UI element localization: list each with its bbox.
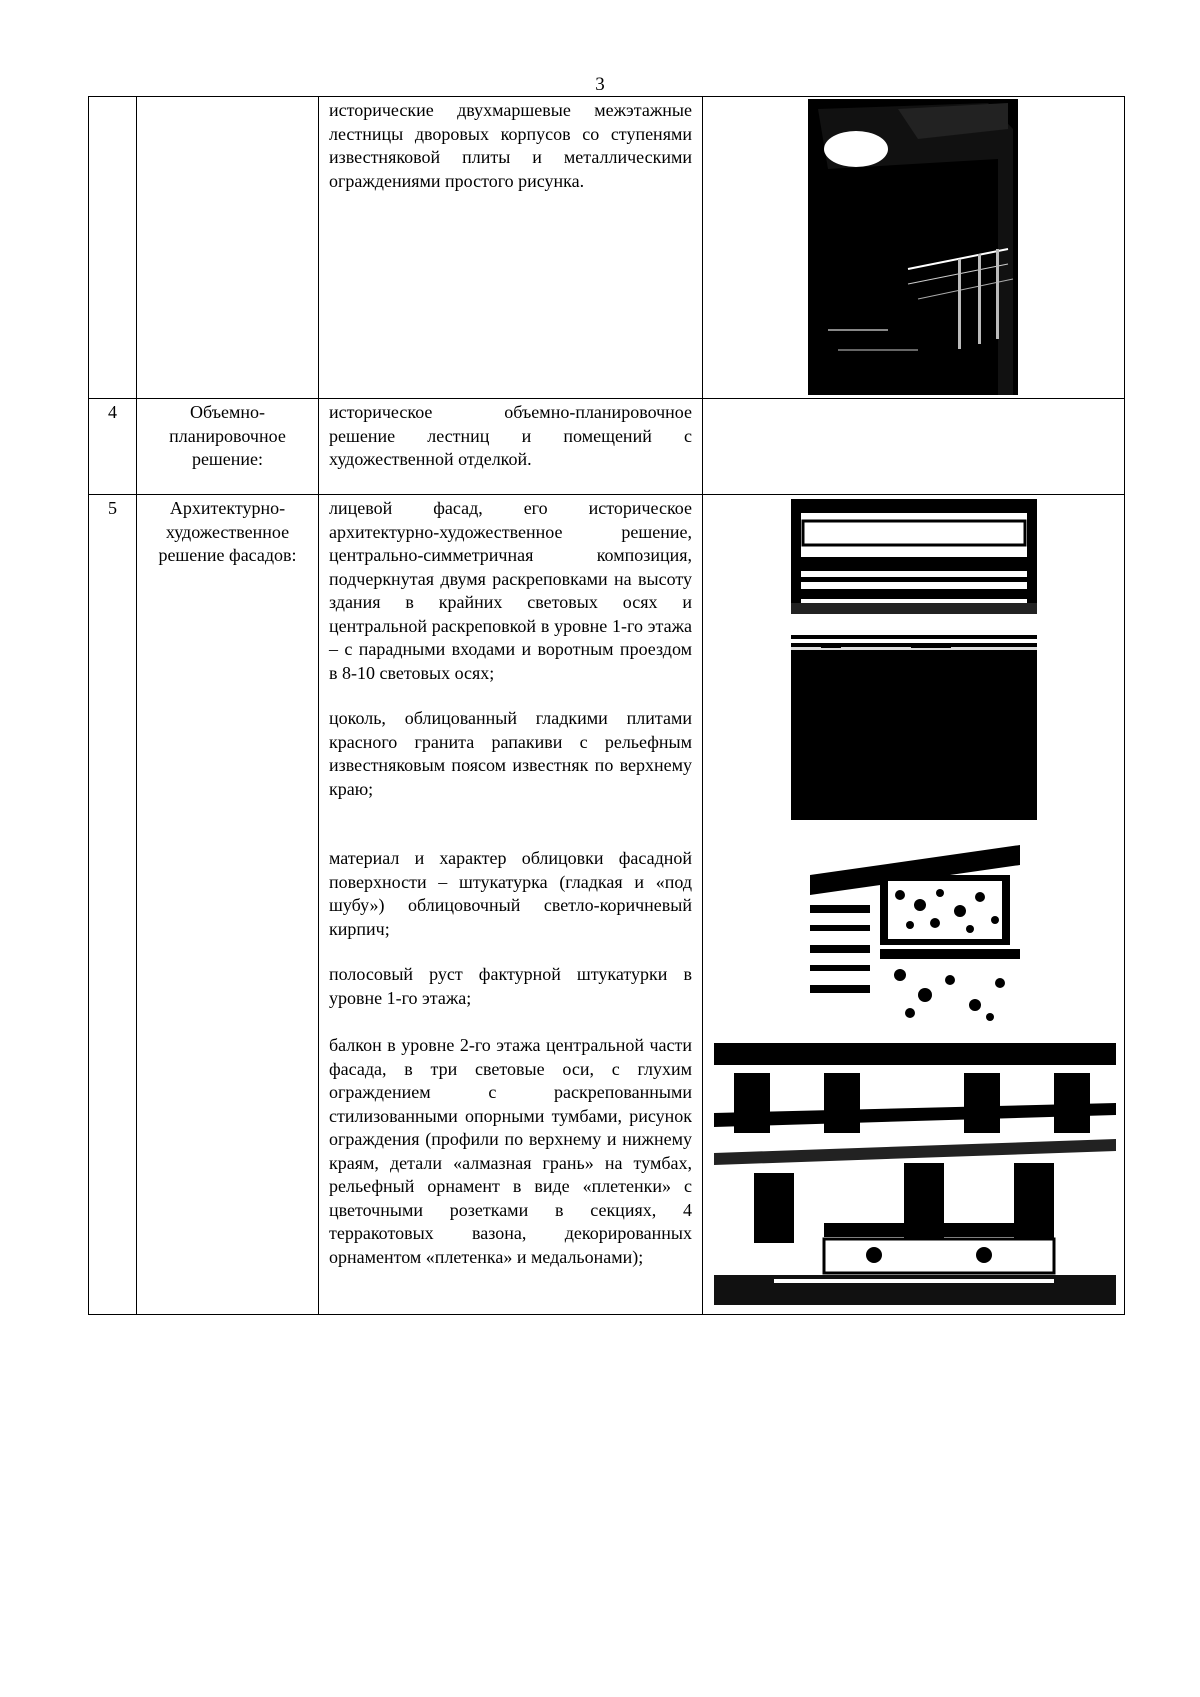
table-row — [89, 399, 1125, 495]
photo-cell — [703, 495, 1125, 1315]
plaster-texture-photo — [810, 845, 1020, 1027]
plinth-photo — [791, 635, 1037, 820]
description-paragraph: материал и характер облицовки фасадной поверхности – штукатурка (гладкая и «под шубу») облицовочный светло-коричневый кирпич; — [329, 848, 692, 939]
row-description — [319, 97, 703, 399]
row-number: 4 — [89, 399, 137, 495]
description-paragraph: балкон в уровне 2-го этажа центральной части фасада, в три световые оси, с глухим ограждением с раскрепованными стилизованными опорными тумбами, рисунок ограждения (профили по верхнему и нижнему краям, детали «алмазная грань» на тумбах, рельефный орнамент в виде «плетенки» с цветочными розетками в секциях, 4 терракотовых вазона, декорированных орнаментом «плетенка» и медальонами); — [329, 1035, 692, 1267]
description-paragraph: исторические двухмаршевые межэтажные лестницы дворовых корпусов со ступенями известняковой плиты и металлическими ограждениями простого рисунка. — [329, 100, 692, 191]
photo-cell — [703, 97, 1125, 399]
row-description — [319, 495, 703, 1315]
monument-subject-table — [88, 96, 1125, 1315]
description-paragraph: лицевой фасад, его историческое архитектурно-художественное решение, центрально-симметричная композиция, подчеркнутая двумя раскреповками на высоту здания в крайних световых осях и центральной раскреповкой в уровне 1-го этажа – с парадными входами и воротным проездом в 8-10 световых осях; — [329, 498, 692, 683]
row-name: Объемно-планировочное решение: — [137, 399, 319, 495]
row-number — [89, 97, 137, 399]
row-name: Архитектурно-художественное решение фасадов: — [137, 495, 319, 1315]
table-row — [89, 97, 1125, 399]
page-number: 3 — [595, 74, 605, 95]
description-paragraph: цоколь, облицованный гладкими плитами красного гранита рапакиви с рельефным известняковым поясом известняк по верхнему краю; — [329, 708, 692, 799]
row-name — [137, 97, 319, 399]
photo-cell — [703, 399, 1125, 495]
balcony-photo — [714, 1043, 1116, 1305]
table-row — [89, 495, 1125, 1315]
facade-photo — [791, 499, 1037, 614]
row-number: 5 — [89, 495, 137, 1315]
staircase-photo — [808, 99, 1018, 395]
row-description — [319, 399, 703, 495]
description-paragraph: историческое объемно-планировочное решение лестниц и помещений с художественной отделкой. — [329, 402, 692, 469]
description-paragraph: полосовый руст фактурной штукатурки в уровне 1-го этажа; — [329, 964, 692, 1008]
